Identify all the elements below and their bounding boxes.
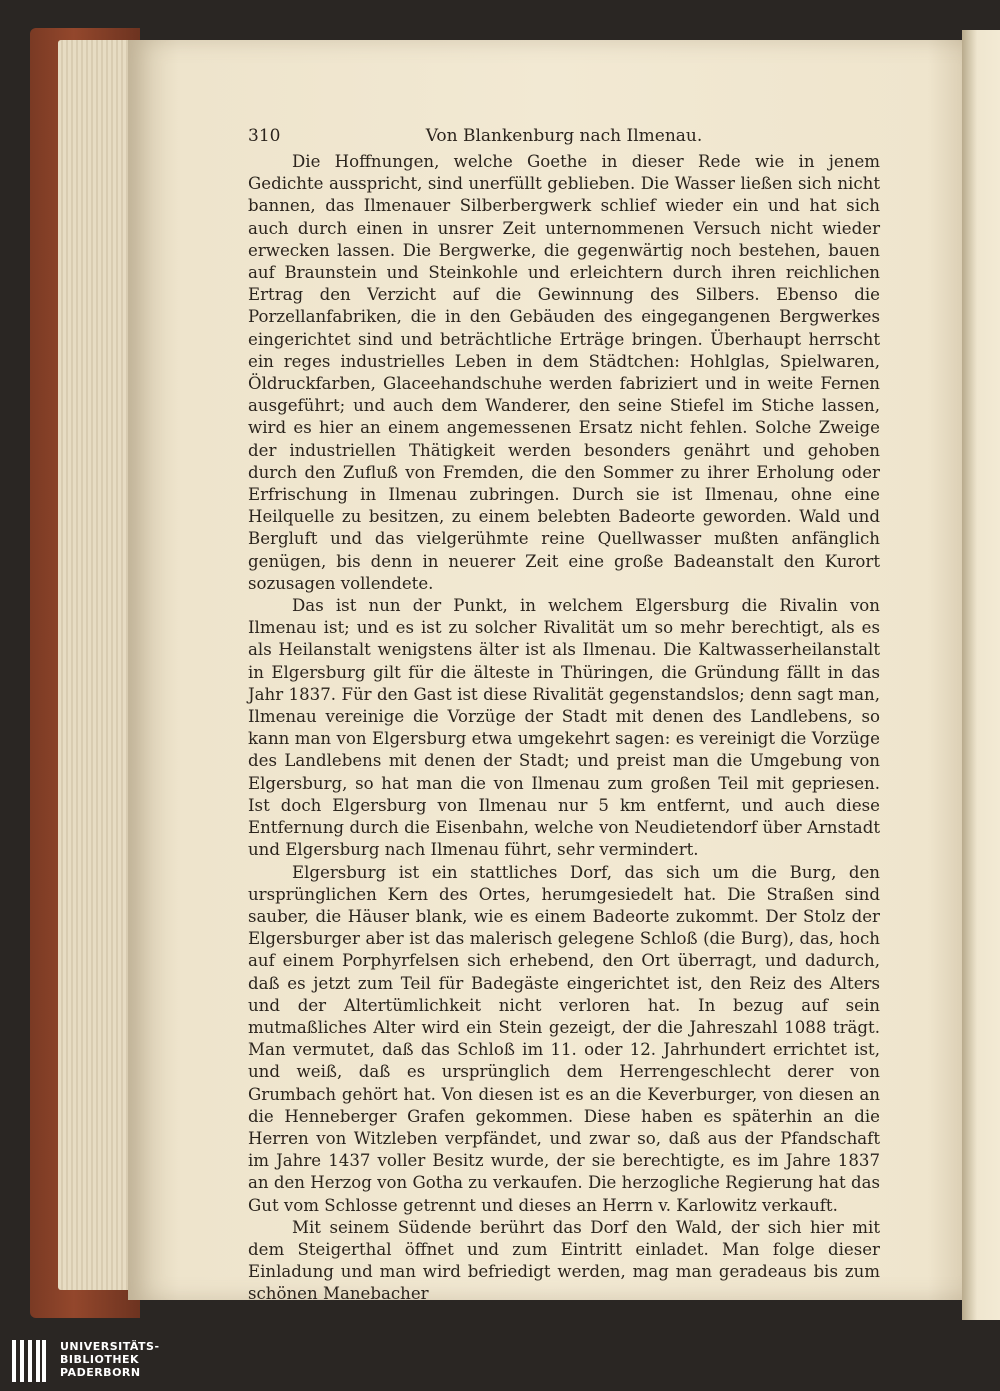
paragraph-3: Elgersburg ist ein stattliches Dorf, das sich um die Burg, den ursprünglichen Kern des Ortes, herumgesiedelt hat. Die Straßen sind sauber, die Häuser blank, wie es einem Badeorte zukommt. Der Stolz der Elgersburger aber ist das malerisch gelegene Schloß (die Burg), das, hoch auf einem Porphyrfelsen sich erhebend, den Ort überragt, und dadurch, daß es jetzt zum Teil für Badegäste eingerichtet ist, den Reiz des Alters und der Altertümlichkeit nicht verloren hat. In bezug auf sein mutmaßliches Alter wird ein Stein gezeigt, der die Jahreszahl 1088 trägt. Man vermutet, daß das Schloß im 11. oder 12. Jahrhundert errichtet ist, und weiß, daß es ursprünglich dem Herrengeschlecht derer von Grumbach gehört hat. Von diesen ist es an die Keverburger, von diesen an die Henneberger Grafen gekommen. Diese haben es späterhin an die Herren von Witzleben verpfändet, und zwar so, daß aus der Pfandschaft im Jahre 1437 voller Besitz wurde, der sie berechtigte, es im Jahre 1837 an den Herzog von Gotha zu verkaufen. Die herzogliche Regierung hat das Gut vom Schlosse getrennt und dieses an Herrn v. Karlowitz verkauft. bbox=[248, 862, 880, 1215]
library-name bbox=[60, 1340, 160, 1379]
paragraph-1: Die Hoffnungen, welche Goethe in dieser Rede wie in jenem Gedichte ausspricht, sind unerfüllt geblieben. Die Wasser ließen sich nicht bannen, das Ilmenauer Silberbergwerk schlief wieder ein und hat sich auch durch einen in unsrer Zeit unternommenen Versuch nicht wieder erwecken lassen. Die Bergwerke, die gegenwärtig noch bestehen, bauen auf Braunstein und Steinkohle und erleichtern durch ihren reichlichen Ertrag den Verzicht auf die Gewinnung des Silbers. Ebenso die Porzellanfabriken, die in den Gebäuden des eingegangenen Bergwerkes eingerichtet sind und beträchtliche Erträge bringen. Überhaupt herrscht ein reges industrielles Leben in dem Städtchen: Hohlglas, Spielwaren, Öldruckfarben, Glaceehandschuhe werden fabriziert und in weite Fernen ausgeführt; und auch dem Wanderer, den seine Stiefel im Stiche lassen, wird es hier an einem angemessenen Ersatz nicht fehlen. Solche Zweige der industriellen Thätigkeit werden besonders genährt und gehoben durch den Zufluß von Fremden, die den Sommer zu ihrer Erholung oder Erfrischung in Ilmenau zubringen. Durch sie ist Ilmenau, ohne eine Heilquelle zu besitzen, zu einem belebten Badeorte geworden. Wald und Bergluft und das vielgerühmte reine Quellwasser mußten anfänglich genügen, bis denn in neuerer Zeit eine große Badeanstalt den Kurort sozusagen vollendete. bbox=[248, 152, 880, 593]
page-edges bbox=[58, 40, 138, 1290]
page-number: 310 bbox=[248, 126, 281, 146]
page-text bbox=[248, 125, 880, 1306]
library-name-line2: BIBLIOTHEK bbox=[60, 1353, 140, 1366]
running-title: Von Blankenburg nach Ilmenau. bbox=[425, 126, 703, 146]
page-header bbox=[248, 125, 880, 151]
library-name-line3: PADERBORN bbox=[60, 1366, 141, 1379]
paragraph-2: Das ist nun der Punkt, in welchem Elgersburg die Rivalin von Ilmenau ist; und es ist zu solcher Rivalität um so mehr berechtigt, als es als Heilanstalt wenigstens älter ist als Ilmenau. Die Kaltwasserheilanstalt in Elgersburg gilt für die älteste in Thüringen, die Gründung fällt in das Jahr 1837. Für den Gast ist diese Rivalität gegenstandslos; denn sagt man, Ilmenau vereinige die Vorzüge der Stadt mit denen des Landlebens, so kann man von Elgersburg etwa umgekehrt sagen: es vereinigt die Vorzüge des Landlebens mit denen der Stadt; und preist man die Umgebung von Elgersburg, so hat man die von Ilmenau zum großen Teil mit gepriesen. Ist doch Elgersburg von Ilmenau nur 5 km entfernt, und auch diese Entfernung durch die Eisenbahn, welche von Neudietendorf über Arnstadt und Elgersburg nach Ilmenau führt, sehr vermindert. bbox=[248, 596, 880, 860]
library-logo-icon bbox=[10, 1336, 48, 1386]
facing-page-edge bbox=[962, 30, 1000, 1320]
library-name-line1: UNIVERSITÄTS- bbox=[60, 1340, 160, 1353]
library-watermark bbox=[0, 1330, 200, 1391]
paragraph-4: Mit seinem Südende berührt das Dorf den Wald, der sich hier mit dem Steigerthal öffnet und zum Eintritt einladet. Man folge dieser Einladung und man wird befriedigt werden, mag man geradeaus bis zum schönen Manebacher bbox=[248, 1217, 880, 1304]
